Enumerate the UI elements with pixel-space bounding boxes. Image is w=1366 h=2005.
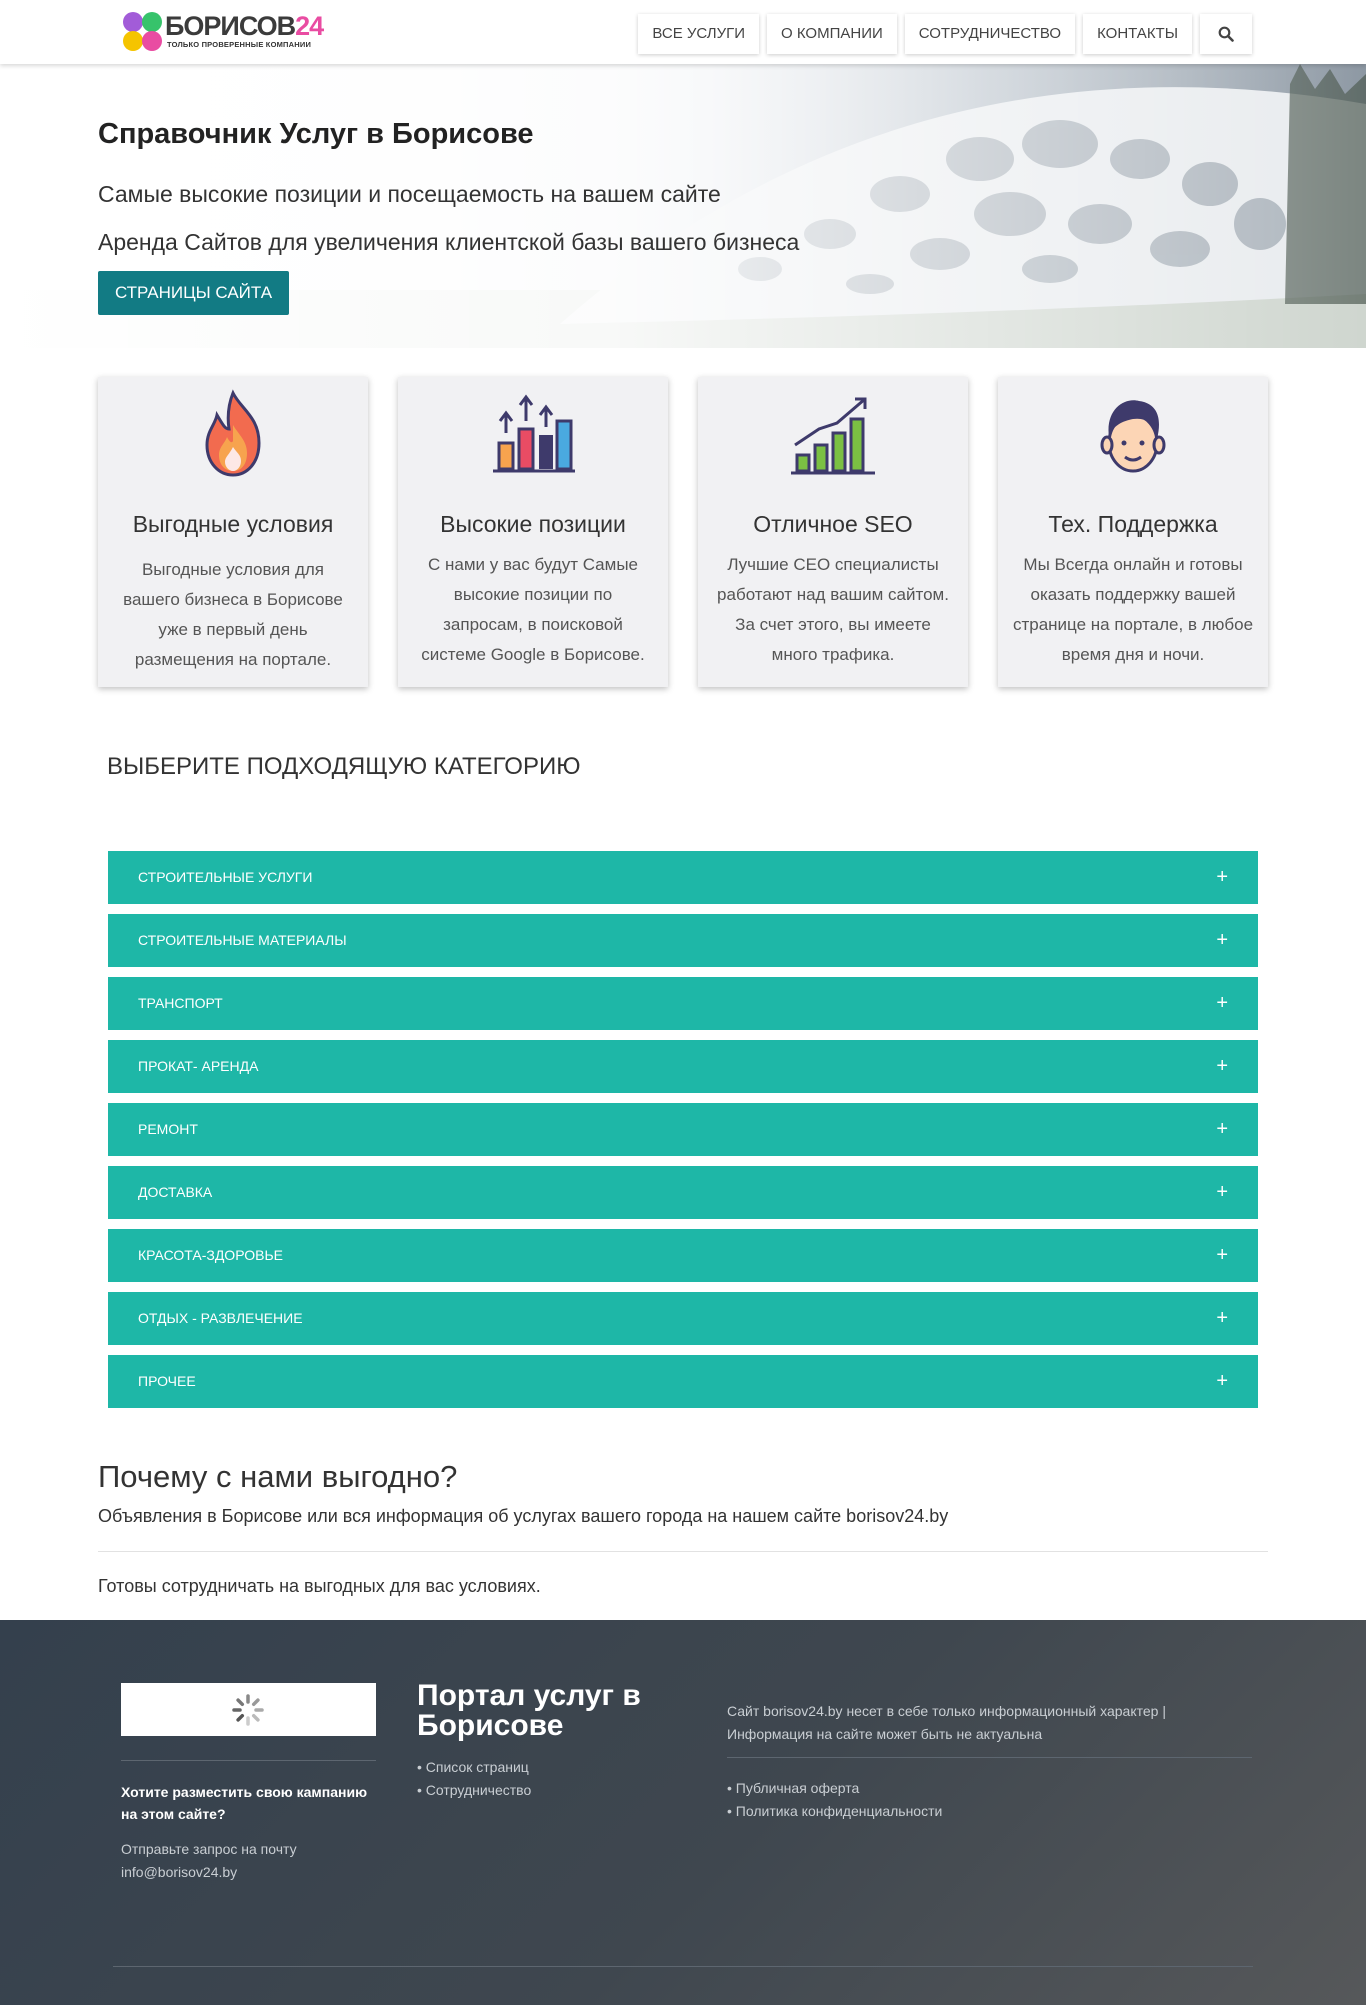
category-construction-materials[interactable] (108, 914, 1258, 967)
category-rental[interactable] (108, 1040, 1258, 1093)
divider (113, 1966, 1253, 1967)
plus-icon: + (1216, 1118, 1228, 1140)
plus-icon: + (1216, 1181, 1228, 1203)
loading-spinner-icon (230, 1692, 266, 1728)
category-beauty-health[interactable] (108, 1229, 1258, 1282)
feature-card-support (998, 377, 1268, 687)
plus-icon: + (1216, 992, 1228, 1014)
top-navbar (0, 0, 1366, 64)
menu-contacts[interactable]: КОНТАКТЫ (1083, 14, 1192, 54)
footer-legal-links (727, 1777, 942, 1823)
feature-text: С нами у вас будут Самые высокие позиции по запросам, в поисковой системе Google в Борисове. (421, 555, 645, 664)
category-label: ПРОКАТ- АРЕНДА (138, 1058, 259, 1074)
feature-text: Лучшие СЕО специалисты работают над вашим сайтом. За счет этого, вы имеете много трафика. (717, 555, 949, 664)
bar-chart-up-icon (483, 385, 583, 485)
support-person-icon (1083, 385, 1183, 485)
site-logo[interactable] (123, 12, 323, 52)
feature-title: Выгодные условия (132, 511, 334, 537)
category-leisure[interactable] (108, 1292, 1258, 1345)
footer-send-text: Отправьте запрос на почту (121, 1841, 297, 1857)
category-transport[interactable] (108, 977, 1258, 1030)
search-button[interactable] (1200, 14, 1252, 54)
feature-title: Тех. Поддержка (1048, 511, 1218, 537)
footer-send-block (121, 1838, 376, 1884)
logo-tagline: ТОЛЬКО ПРОВЕРЕННЫЕ КОМПАНИИ (167, 40, 312, 49)
divider (121, 1760, 376, 1761)
plus-icon: + (1216, 929, 1228, 951)
menu-about[interactable]: О КОМПАНИИ (767, 14, 897, 54)
why-text: Объявления в Борисове или вся информация об услугах вашего города на нашем сайте borisov24.by (98, 1506, 949, 1526)
categories-accordion (108, 851, 1258, 1418)
feature-title: Высокие позиции (440, 511, 626, 537)
category-label: ТРАНСПОРТ (138, 995, 223, 1011)
category-label: СТРОИТЕЛЬНЫЕ МАТЕРИАЛЫ (138, 932, 347, 948)
plus-icon: + (1216, 1307, 1228, 1329)
menu-all-services[interactable]: ВСЕ УСЛУГИ (638, 14, 759, 54)
hero-banner (0, 64, 1366, 348)
footer-email-link[interactable]: info@borisov24.by (121, 1864, 238, 1880)
plus-icon: + (1216, 866, 1228, 888)
hero-title: Справочник Услуг в Борисове (98, 118, 534, 150)
footer-info-text: Сайт borisov24.by несет в себе только информационный характер | Информация на сайте может быть не актуальна (727, 1703, 1166, 1742)
footer-portal-title: Портал услуг в Борисове (417, 1679, 641, 1742)
why-ready-text: Готовы сотрудничать на выгодных для вас условиях. (98, 1576, 541, 1596)
footer-link-privacy[interactable]: • Политика конфиденциальности (727, 1803, 943, 1819)
hero-subtitle-1: Самые высокие позиции и посещаемость на вашем сайте (98, 181, 721, 207)
divider (727, 1757, 1252, 1758)
category-other[interactable] (108, 1355, 1258, 1408)
category-delivery[interactable] (108, 1166, 1258, 1219)
fire-icon (183, 385, 283, 485)
category-label: КРАСОТА-ЗДОРОВЬЕ (138, 1247, 283, 1263)
feature-text: Мы Всегда онлайн и готовы оказать поддержку вашей странице на портале, в любое время дня и ночи. (1012, 555, 1254, 664)
feature-text: Выгодные условия для вашего бизнеса в Борисове уже в первый день размещения на портале. (123, 560, 343, 669)
category-label: РЕМОНТ (138, 1121, 198, 1137)
feature-card-seo (698, 377, 968, 687)
menu-cooperation[interactable]: СОТРУДНИЧЕСТВО (905, 14, 1075, 54)
categories-title: ВЫБЕРИТЕ ПОДХОДЯЩУЮ КАТЕГОРИЮ (107, 753, 581, 780)
footer (0, 1620, 1366, 2005)
search-icon (1218, 26, 1234, 42)
growth-chart-icon (783, 385, 883, 485)
category-label: СТРОИТЕЛЬНЫЕ УСЛУГИ (138, 869, 313, 885)
plus-icon: + (1216, 1244, 1228, 1266)
footer-logo-box (121, 1683, 376, 1736)
feature-card-benefits (98, 377, 368, 687)
logo-brand: БОРИСОВ24 (165, 11, 324, 41)
footer-link-cooperation[interactable]: • Сотрудничество (417, 1782, 532, 1798)
plus-icon: + (1216, 1055, 1228, 1077)
plus-icon: + (1216, 1370, 1228, 1392)
hero-subtitle-2: Аренда Сайтов для увеличения клиентской базы вашего бизнеса (98, 229, 800, 255)
footer-link-page-list[interactable]: • Список страниц (417, 1759, 529, 1775)
main-menu (638, 14, 1252, 54)
category-label: ПРОЧЕЕ (138, 1373, 196, 1389)
divider (98, 1551, 1268, 1552)
feature-card-positions (398, 377, 668, 687)
logo-mark-icon (123, 12, 163, 52)
footer-links (417, 1756, 531, 1802)
feature-title: Отличное SEO (753, 511, 913, 537)
site-pages-button[interactable]: СТРАНИЦЫ САЙТА (98, 271, 289, 315)
why-title: Почему с нами выгодно? (98, 1459, 458, 1494)
category-repair[interactable] (108, 1103, 1258, 1156)
footer-ask-text: Хотите разместить свою кампанию на этом сайте? (121, 1784, 368, 1822)
category-label: ДОСТАВКА (138, 1184, 213, 1200)
category-construction-services[interactable] (108, 851, 1258, 904)
category-label: ОТДЫХ - РАЗВЛЕЧЕНИЕ (138, 1310, 303, 1326)
footer-link-offer[interactable]: • Публичная оферта (727, 1780, 860, 1796)
